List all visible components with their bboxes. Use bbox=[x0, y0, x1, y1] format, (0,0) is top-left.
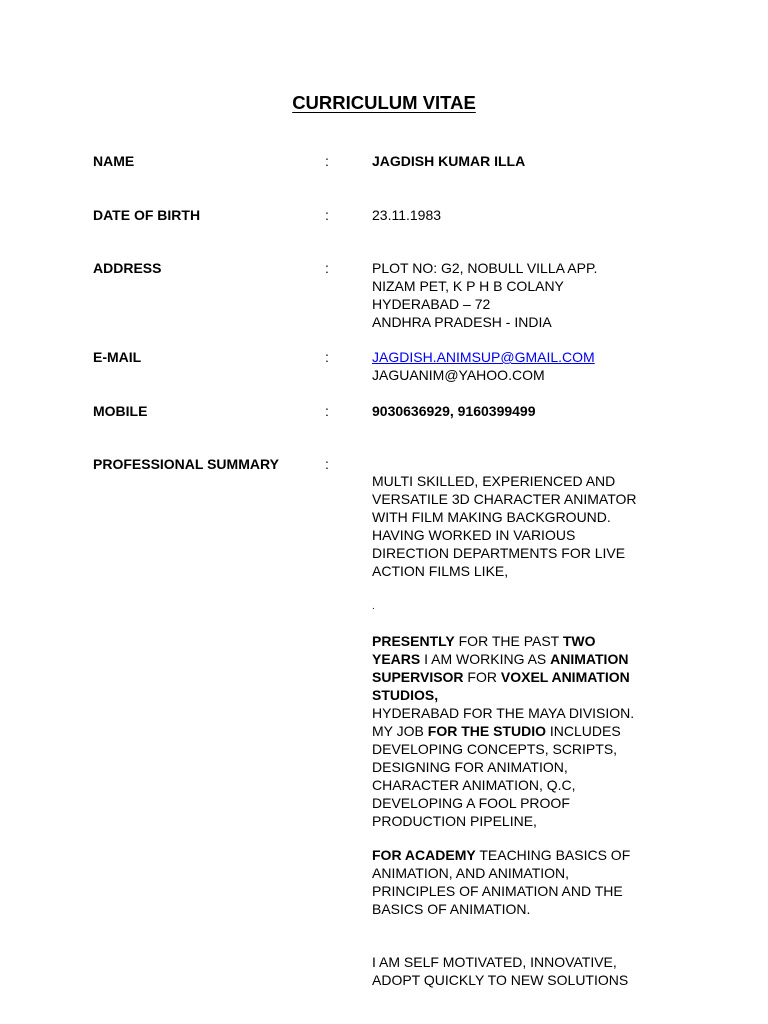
mobile-value: 9030636929, 9160399499 bbox=[372, 403, 536, 419]
summary-line: ADOPT QUICKLY TO NEW SOLUTIONS bbox=[372, 972, 629, 988]
summary-line: PRODUCTION PIPELINE, bbox=[372, 813, 537, 829]
summary-line: DEVELOPING CONCEPTS, SCRIPTS, bbox=[372, 741, 618, 757]
mobile-label: MOBILE bbox=[93, 403, 148, 419]
summary-present bbox=[372, 632, 692, 830]
summary-line: DIRECTION DEPARTMENTS FOR LIVE bbox=[372, 545, 626, 561]
for-academy-text: FOR ACADEMY bbox=[372, 847, 476, 863]
animation-text: ANIMATION bbox=[550, 651, 629, 667]
summary-line: DEVELOPING A FOOL PROOF bbox=[372, 795, 570, 811]
summary-line: BASICS OF ANIMATION. bbox=[372, 901, 531, 917]
name-label: NAME bbox=[93, 153, 135, 169]
summary-line: MULTI SKILLED, EXPERIENCED AND bbox=[372, 473, 616, 489]
summary-line bbox=[372, 668, 692, 686]
summary-line: STUDIOS, bbox=[372, 687, 439, 703]
summary-line: ACTION FILMS LIKE, bbox=[372, 563, 509, 579]
voxel-text: VOXEL ANIMATION bbox=[500, 669, 630, 685]
dob-colon: : bbox=[325, 207, 329, 223]
email-colon: : bbox=[325, 349, 329, 365]
for-the-past-text: FOR THE PAST bbox=[454, 633, 563, 649]
summary-line bbox=[372, 650, 692, 668]
years-text: YEARS bbox=[372, 651, 421, 667]
summary-intro bbox=[372, 472, 692, 580]
summary-line bbox=[372, 846, 692, 864]
name-value: JAGDISH KUMAR ILLA bbox=[372, 153, 526, 169]
summary-line: VERSATILE 3D CHARACTER ANIMATOR bbox=[372, 491, 637, 507]
email-label: E-MAIL bbox=[93, 349, 142, 365]
dob-label: DATE OF BIRTH bbox=[93, 207, 201, 223]
summary-academy bbox=[372, 846, 692, 918]
presently-text: PRESENTLY bbox=[372, 633, 455, 649]
address-line: ANDHRA PRADESH - INDIA bbox=[372, 314, 552, 330]
cv-title: CURRICULUM VITAE bbox=[292, 92, 476, 113]
summary-line: CHARACTER ANIMATION, Q.C, bbox=[372, 777, 576, 793]
for-text: FOR bbox=[463, 669, 501, 685]
mobile-colon: : bbox=[325, 403, 329, 419]
summary-line: HAVING WORKED IN VARIOUS bbox=[372, 527, 576, 543]
summary-line bbox=[372, 722, 692, 740]
summary-closing bbox=[372, 953, 692, 989]
my-job-text: MY JOB bbox=[372, 723, 428, 739]
teaching-text: TEACHING BASICS OF bbox=[475, 847, 631, 863]
working-as-text: I AM WORKING AS bbox=[420, 651, 551, 667]
summary-line: PRINCIPLES OF ANIMATION AND THE bbox=[372, 883, 623, 899]
summary-line: WITH FILM MAKING BACKGROUND. bbox=[372, 509, 611, 525]
secondary-email: JAGUANIM@YAHOO.COM bbox=[372, 367, 545, 383]
address-line: HYDERABAD – 72 bbox=[372, 296, 491, 312]
for-the-studio-text: FOR THE STUDIO bbox=[427, 723, 546, 739]
address-line: NIZAM PET, K P H B COLANY bbox=[372, 278, 564, 294]
summary-line: I AM SELF MOTIVATED, INNOVATIVE, bbox=[372, 954, 617, 970]
dob-value: 23.11.1983 bbox=[372, 207, 442, 223]
primary-email-link[interactable]: JAGDISH.ANIMSUP@GMAIL.COM bbox=[372, 349, 595, 365]
name-colon: : bbox=[325, 153, 329, 169]
supervisor-text: SUPERVISOR bbox=[372, 669, 464, 685]
summary-dot: . bbox=[372, 601, 375, 612]
email-value bbox=[372, 348, 692, 384]
summary-label: PROFESSIONAL SUMMARY bbox=[93, 456, 279, 472]
two-text: TWO bbox=[562, 633, 596, 649]
summary-line: DESIGNING FOR ANIMATION, bbox=[372, 759, 568, 775]
address-value bbox=[372, 259, 692, 331]
includes-text: INCLUDES bbox=[546, 723, 621, 739]
summary-colon: : bbox=[325, 456, 329, 472]
summary-line: HYDERABAD FOR THE MAYA DIVISION. bbox=[372, 705, 635, 721]
summary-line: ANIMATION, AND ANIMATION, bbox=[372, 865, 570, 881]
summary-line bbox=[372, 632, 692, 650]
address-colon: : bbox=[325, 260, 329, 276]
address-label: ADDRESS bbox=[93, 260, 162, 276]
address-line: PLOT NO: G2, NOBULL VILLA APP. bbox=[372, 260, 598, 276]
